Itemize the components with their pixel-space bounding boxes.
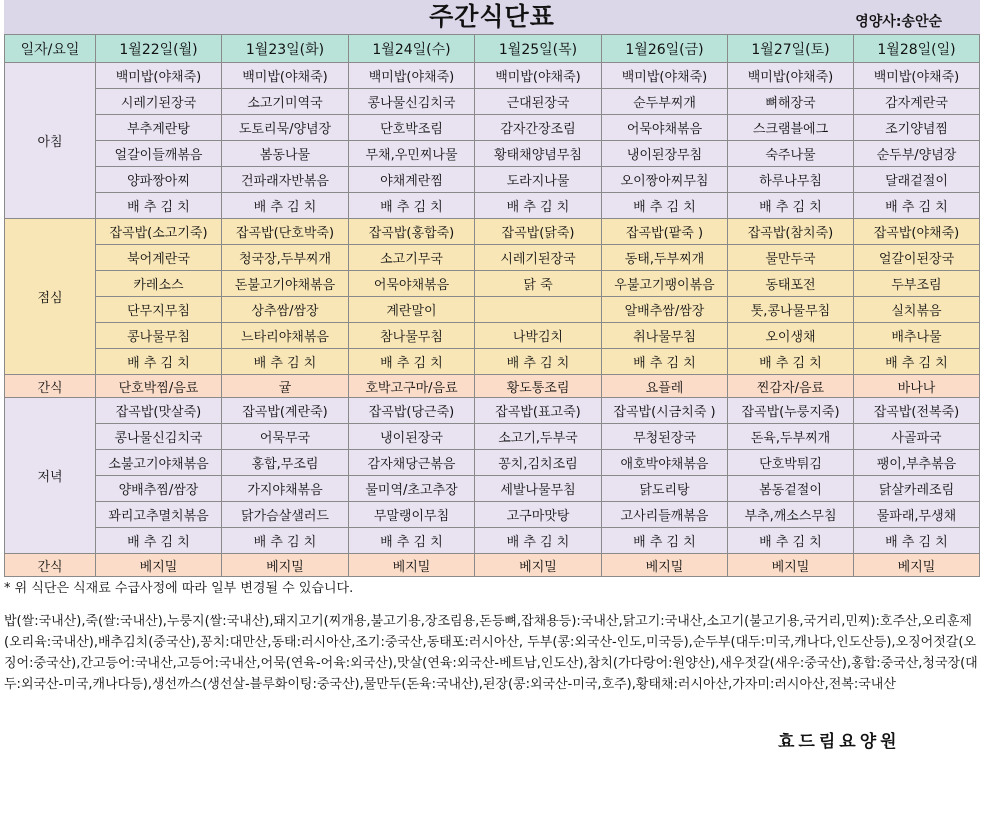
dinner-row bbox=[5, 476, 980, 502]
menu-cell: 배 추 김 치 bbox=[728, 528, 854, 554]
menu-cell: 무말랭이무침 bbox=[349, 502, 475, 528]
menu-cell: 잡곡밥(당근죽) bbox=[349, 398, 475, 424]
menu-cell: 시레기된장국 bbox=[475, 245, 602, 271]
menu-cell: 물만두국 bbox=[728, 245, 854, 271]
menu-cell: 잡곡밥(전복죽) bbox=[854, 398, 980, 424]
menu-cell: 홍합,무조림 bbox=[222, 450, 349, 476]
lunch-row bbox=[5, 349, 980, 375]
snack2-label: 간식 bbox=[5, 554, 96, 577]
menu-cell: 닭 죽 bbox=[475, 271, 602, 297]
menu-cell: 닭가슴살샐러드 bbox=[222, 502, 349, 528]
menu-cell: 느타리야채볶음 bbox=[222, 323, 349, 349]
menu-cell: 잡곡밥(홍합죽) bbox=[349, 219, 475, 245]
menu-cell: 취나물무침 bbox=[602, 323, 728, 349]
breakfast-row bbox=[5, 89, 980, 115]
menu-cell: 베지밀 bbox=[349, 554, 475, 577]
menu-cell: 양파짱아찌 bbox=[96, 167, 222, 193]
header-bar bbox=[4, 0, 980, 34]
menu-cell: 백미밥(야채죽) bbox=[475, 63, 602, 89]
menu-cell: 잡곡밥(소고기죽) bbox=[96, 219, 222, 245]
menu-cell: 알배추쌈/쌈장 bbox=[602, 297, 728, 323]
menu-cell: 잡곡밥(시금치죽 ) bbox=[602, 398, 728, 424]
menu-cell: 톳,콩나물무침 bbox=[728, 297, 854, 323]
menu-cell: 꽁치,김치조림 bbox=[475, 450, 602, 476]
lunch-row bbox=[5, 271, 980, 297]
menu-cell: 잡곡밥(표고죽) bbox=[475, 398, 602, 424]
dinner-row bbox=[5, 502, 980, 528]
menu-cell: 봄동겉절이 bbox=[728, 476, 854, 502]
menu-cell: 동태,두부찌개 bbox=[602, 245, 728, 271]
menu-cell: 얼갈이된장국 bbox=[854, 245, 980, 271]
menu-cell: 단호박찜/음료 bbox=[96, 375, 222, 398]
menu-cell: 야채계란찜 bbox=[349, 167, 475, 193]
dinner-row bbox=[5, 528, 980, 554]
header-row bbox=[5, 35, 980, 63]
column-header: 1월23일(화) bbox=[222, 35, 349, 63]
menu-cell: 세발나물무침 bbox=[475, 476, 602, 502]
menu-cell: 배 추 김 치 bbox=[728, 193, 854, 219]
menu-cell: 베지밀 bbox=[602, 554, 728, 577]
menu-cell: 잡곡밥(맛살죽) bbox=[96, 398, 222, 424]
menu-cell: 백미밥(야채죽) bbox=[728, 63, 854, 89]
menu-cell: 황태채양념무침 bbox=[475, 141, 602, 167]
breakfast-row bbox=[5, 115, 980, 141]
menu-cell: 카레소스 bbox=[96, 271, 222, 297]
menu-cell: 감자채당근볶음 bbox=[349, 450, 475, 476]
menu-cell: 애호박야채볶음 bbox=[602, 450, 728, 476]
column-header: 일자/요일 bbox=[5, 35, 96, 63]
menu-cell: 백미밥(야채죽) bbox=[349, 63, 475, 89]
menu-cell: 백미밥(야채죽) bbox=[222, 63, 349, 89]
breakfast-row bbox=[5, 167, 980, 193]
dinner-row bbox=[5, 450, 980, 476]
menu-cell: 나박김치 bbox=[475, 323, 602, 349]
menu-cell: 돈불고기야채볶음 bbox=[222, 271, 349, 297]
menu-cell: 잡곡밥(닭죽) bbox=[475, 219, 602, 245]
menu-cell: 콩나물무침 bbox=[96, 323, 222, 349]
menu-cell: 가지야채볶음 bbox=[222, 476, 349, 502]
menu-cell: 하루나무침 bbox=[728, 167, 854, 193]
menu-cell: 베지밀 bbox=[854, 554, 980, 577]
menu-body bbox=[5, 63, 980, 577]
snack2-row bbox=[5, 554, 980, 577]
menu-cell: 콩나물신김치국 bbox=[96, 424, 222, 450]
menu-cell: 배 추 김 치 bbox=[602, 193, 728, 219]
menu-cell: 북어계란국 bbox=[96, 245, 222, 271]
menu-cell: 배 추 김 치 bbox=[475, 528, 602, 554]
menu-cell: 배 추 김 치 bbox=[602, 349, 728, 375]
breakfast-row bbox=[5, 141, 980, 167]
menu-cell: 숙주나물 bbox=[728, 141, 854, 167]
menu-cell: 소불고기야채볶음 bbox=[96, 450, 222, 476]
menu-cell: 꽈리고추멸치볶음 bbox=[96, 502, 222, 528]
snack1-row bbox=[5, 375, 980, 398]
menu-cell: 소고기미역국 bbox=[222, 89, 349, 115]
menu-cell: 순두부/양념장 bbox=[854, 141, 980, 167]
snack1-label: 간식 bbox=[5, 375, 96, 398]
breakfast-row bbox=[5, 193, 980, 219]
menu-cell: 배 추 김 치 bbox=[854, 193, 980, 219]
menu-cell: 도토리묵/양념장 bbox=[222, 115, 349, 141]
menu-cell: 동태포전 bbox=[728, 271, 854, 297]
menu-cell: 배 추 김 치 bbox=[349, 349, 475, 375]
column-header: 1월26일(금) bbox=[602, 35, 728, 63]
lunch-row bbox=[5, 323, 980, 349]
menu-cell: 어묵무국 bbox=[222, 424, 349, 450]
menu-cell: 도라지나물 bbox=[475, 167, 602, 193]
menu-cell: 양배추찜/쌈장 bbox=[96, 476, 222, 502]
dinner-row bbox=[5, 424, 980, 450]
menu-cell: 고사리들깨볶음 bbox=[602, 502, 728, 528]
dinner-label: 저녁 bbox=[5, 398, 96, 554]
menu-cell: 닭도리탕 bbox=[602, 476, 728, 502]
menu-cell: 팽이,부추볶음 bbox=[854, 450, 980, 476]
menu-cell: 배 추 김 치 bbox=[602, 528, 728, 554]
weekly-menu-table bbox=[4, 34, 980, 577]
menu-cell: 백미밥(야채죽) bbox=[96, 63, 222, 89]
menu-cell: 오이생채 bbox=[728, 323, 854, 349]
menu-cell: 얼갈이들깨볶음 bbox=[96, 141, 222, 167]
menu-cell: 찐감자/음료 bbox=[728, 375, 854, 398]
menu-cell: 계란말이 bbox=[349, 297, 475, 323]
menu-cell: 배 추 김 치 bbox=[854, 528, 980, 554]
breakfast-row bbox=[5, 63, 980, 89]
menu-cell: 무채,우민찌나물 bbox=[349, 141, 475, 167]
menu-cell: 오이짱아찌무침 bbox=[602, 167, 728, 193]
menu-cell: 베지밀 bbox=[96, 554, 222, 577]
menu-cell: 무청된장국 bbox=[602, 424, 728, 450]
menu-cell: 잡곡밥(계란죽) bbox=[222, 398, 349, 424]
menu-cell: 배 추 김 치 bbox=[475, 349, 602, 375]
lunch-row bbox=[5, 297, 980, 323]
menu-cell: 돈육,두부찌개 bbox=[728, 424, 854, 450]
menu-cell: 근대된장국 bbox=[475, 89, 602, 115]
menu-cell: 귤 bbox=[222, 375, 349, 398]
menu-cell: 어묵야채볶음 bbox=[349, 271, 475, 297]
menu-cell: 달래겉절이 bbox=[854, 167, 980, 193]
menu-cell: 소고기무국 bbox=[349, 245, 475, 271]
menu-cell: 사골파국 bbox=[854, 424, 980, 450]
menu-cell: 순두부찌개 bbox=[602, 89, 728, 115]
menu-cell: 호박고구마/음료 bbox=[349, 375, 475, 398]
menu-cell bbox=[475, 297, 602, 323]
menu-cell: 배 추 김 치 bbox=[222, 193, 349, 219]
menu-cell: 우불고기팽이볶음 bbox=[602, 271, 728, 297]
menu-cell: 잡곡밥(팥죽 ) bbox=[602, 219, 728, 245]
menu-cell: 물파래,무생채 bbox=[854, 502, 980, 528]
menu-cell: 베지밀 bbox=[222, 554, 349, 577]
menu-cell: 참나물무침 bbox=[349, 323, 475, 349]
column-header: 1월22일(월) bbox=[96, 35, 222, 63]
dietitian-label: 영양사:송안순 bbox=[855, 14, 942, 30]
menu-cell: 잡곡밥(단호박죽) bbox=[222, 219, 349, 245]
menu-cell: 콩나물신김치국 bbox=[349, 89, 475, 115]
menu-cell: 스크램블에그 bbox=[728, 115, 854, 141]
menu-cell: 냉이된장국 bbox=[349, 424, 475, 450]
menu-cell: 배 추 김 치 bbox=[222, 349, 349, 375]
menu-cell: 배 추 김 치 bbox=[728, 349, 854, 375]
menu-cell: 감자간장조림 bbox=[475, 115, 602, 141]
menu-cell: 배 추 김 치 bbox=[96, 193, 222, 219]
lunch-row bbox=[5, 219, 980, 245]
menu-cell: 잡곡밥(누룽지죽) bbox=[728, 398, 854, 424]
column-header: 1월25일(목) bbox=[475, 35, 602, 63]
menu-cell: 건파래자반볶음 bbox=[222, 167, 349, 193]
menu-cell: 봄동나물 bbox=[222, 141, 349, 167]
menu-cell: 배 추 김 치 bbox=[222, 528, 349, 554]
facility-name: 효드림요양원 bbox=[778, 732, 901, 752]
menu-cell: 단호박조림 bbox=[349, 115, 475, 141]
notes-section bbox=[4, 580, 984, 695]
menu-cell: 조기양념찜 bbox=[854, 115, 980, 141]
notice-text: * 위 식단은 식재료 수급사정에 따라 일부 변경될 수 있습니다. bbox=[4, 581, 354, 596]
dinner-row bbox=[5, 398, 980, 424]
menu-cell: 요플레 bbox=[602, 375, 728, 398]
menu-cell: 냉이된장무침 bbox=[602, 141, 728, 167]
origin-text: 밥(쌀:국내산),죽(쌀:국내산),누룽지(쌀:국내산),돼지고기(찌개용,불고기용,장조림용,돈등뼈,잡채용등):국내산,닭고기:국내산,소고기(불고기용,국거리,민찌):호주산,오리훈제(오리육:국내산),배추김치(중국산),꽁치:대만산,동태:러시아산,조기:중국산,동태포:러시아산, 두부(콩:외국산-인도,미국등),순두부(대두:미국,캐나다,인도산등),오징어젓갈(오징어:중국산),간고등어:국내산,고등어:국내산,어묵(연육-어육:외국산),맛살(연육:외국산-베트남,인도산),참치(가다랑어:원양산),새우젓갈(새우:중국산),홍합:중국산,청국장(대두:외국산-미국,캐나다등),생선까스(생선살-블루화이팅:중국산),물만두(돈육:국내산),된장(콩:외국산-미국,호주),황태채:러시아산,가자미:러시아산,전복:국내산 bbox=[4, 614, 978, 692]
menu-cell: 배 추 김 치 bbox=[349, 193, 475, 219]
menu-cell: 백미밥(야채죽) bbox=[602, 63, 728, 89]
page-title: 주간식단표 bbox=[429, 2, 555, 31]
menu-cell: 실치볶음 bbox=[854, 297, 980, 323]
menu-cell: 바나나 bbox=[854, 375, 980, 398]
breakfast-label: 아침 bbox=[5, 63, 96, 219]
menu-cell: 배추나물 bbox=[854, 323, 980, 349]
menu-cell: 단호박튀김 bbox=[728, 450, 854, 476]
menu-cell: 청국장,두부찌개 bbox=[222, 245, 349, 271]
menu-cell: 잡곡밥(참치죽) bbox=[728, 219, 854, 245]
column-header: 1월27일(토) bbox=[728, 35, 854, 63]
menu-cell: 단무지무침 bbox=[96, 297, 222, 323]
menu-cell: 베지밀 bbox=[475, 554, 602, 577]
menu-cell: 배 추 김 치 bbox=[854, 349, 980, 375]
menu-cell: 닭살카레조림 bbox=[854, 476, 980, 502]
lunch-row bbox=[5, 245, 980, 271]
menu-cell: 시레기된장국 bbox=[96, 89, 222, 115]
menu-cell: 베지밀 bbox=[728, 554, 854, 577]
menu-cell: 뼈해장국 bbox=[728, 89, 854, 115]
menu-cell: 잡곡밥(야채죽) bbox=[854, 219, 980, 245]
column-header: 1월28일(일) bbox=[854, 35, 980, 63]
menu-cell: 고구마맛탕 bbox=[475, 502, 602, 528]
menu-cell: 배 추 김 치 bbox=[96, 349, 222, 375]
column-header: 1월24일(수) bbox=[349, 35, 475, 63]
lunch-label: 점심 bbox=[5, 219, 96, 375]
menu-cell: 감자계란국 bbox=[854, 89, 980, 115]
menu-cell: 상추쌈/쌈장 bbox=[222, 297, 349, 323]
menu-cell: 백미밥(야채죽) bbox=[854, 63, 980, 89]
menu-cell: 어묵야채볶음 bbox=[602, 115, 728, 141]
menu-cell: 부추,깨소스무침 bbox=[728, 502, 854, 528]
menu-cell: 소고기,두부국 bbox=[475, 424, 602, 450]
menu-cell: 배 추 김 치 bbox=[96, 528, 222, 554]
menu-cell: 두부조림 bbox=[854, 271, 980, 297]
menu-cell: 물미역/초고추장 bbox=[349, 476, 475, 502]
menu-cell: 배 추 김 치 bbox=[349, 528, 475, 554]
menu-cell: 황도통조림 bbox=[475, 375, 602, 398]
menu-cell: 배 추 김 치 bbox=[475, 193, 602, 219]
menu-cell: 부추계란탕 bbox=[96, 115, 222, 141]
